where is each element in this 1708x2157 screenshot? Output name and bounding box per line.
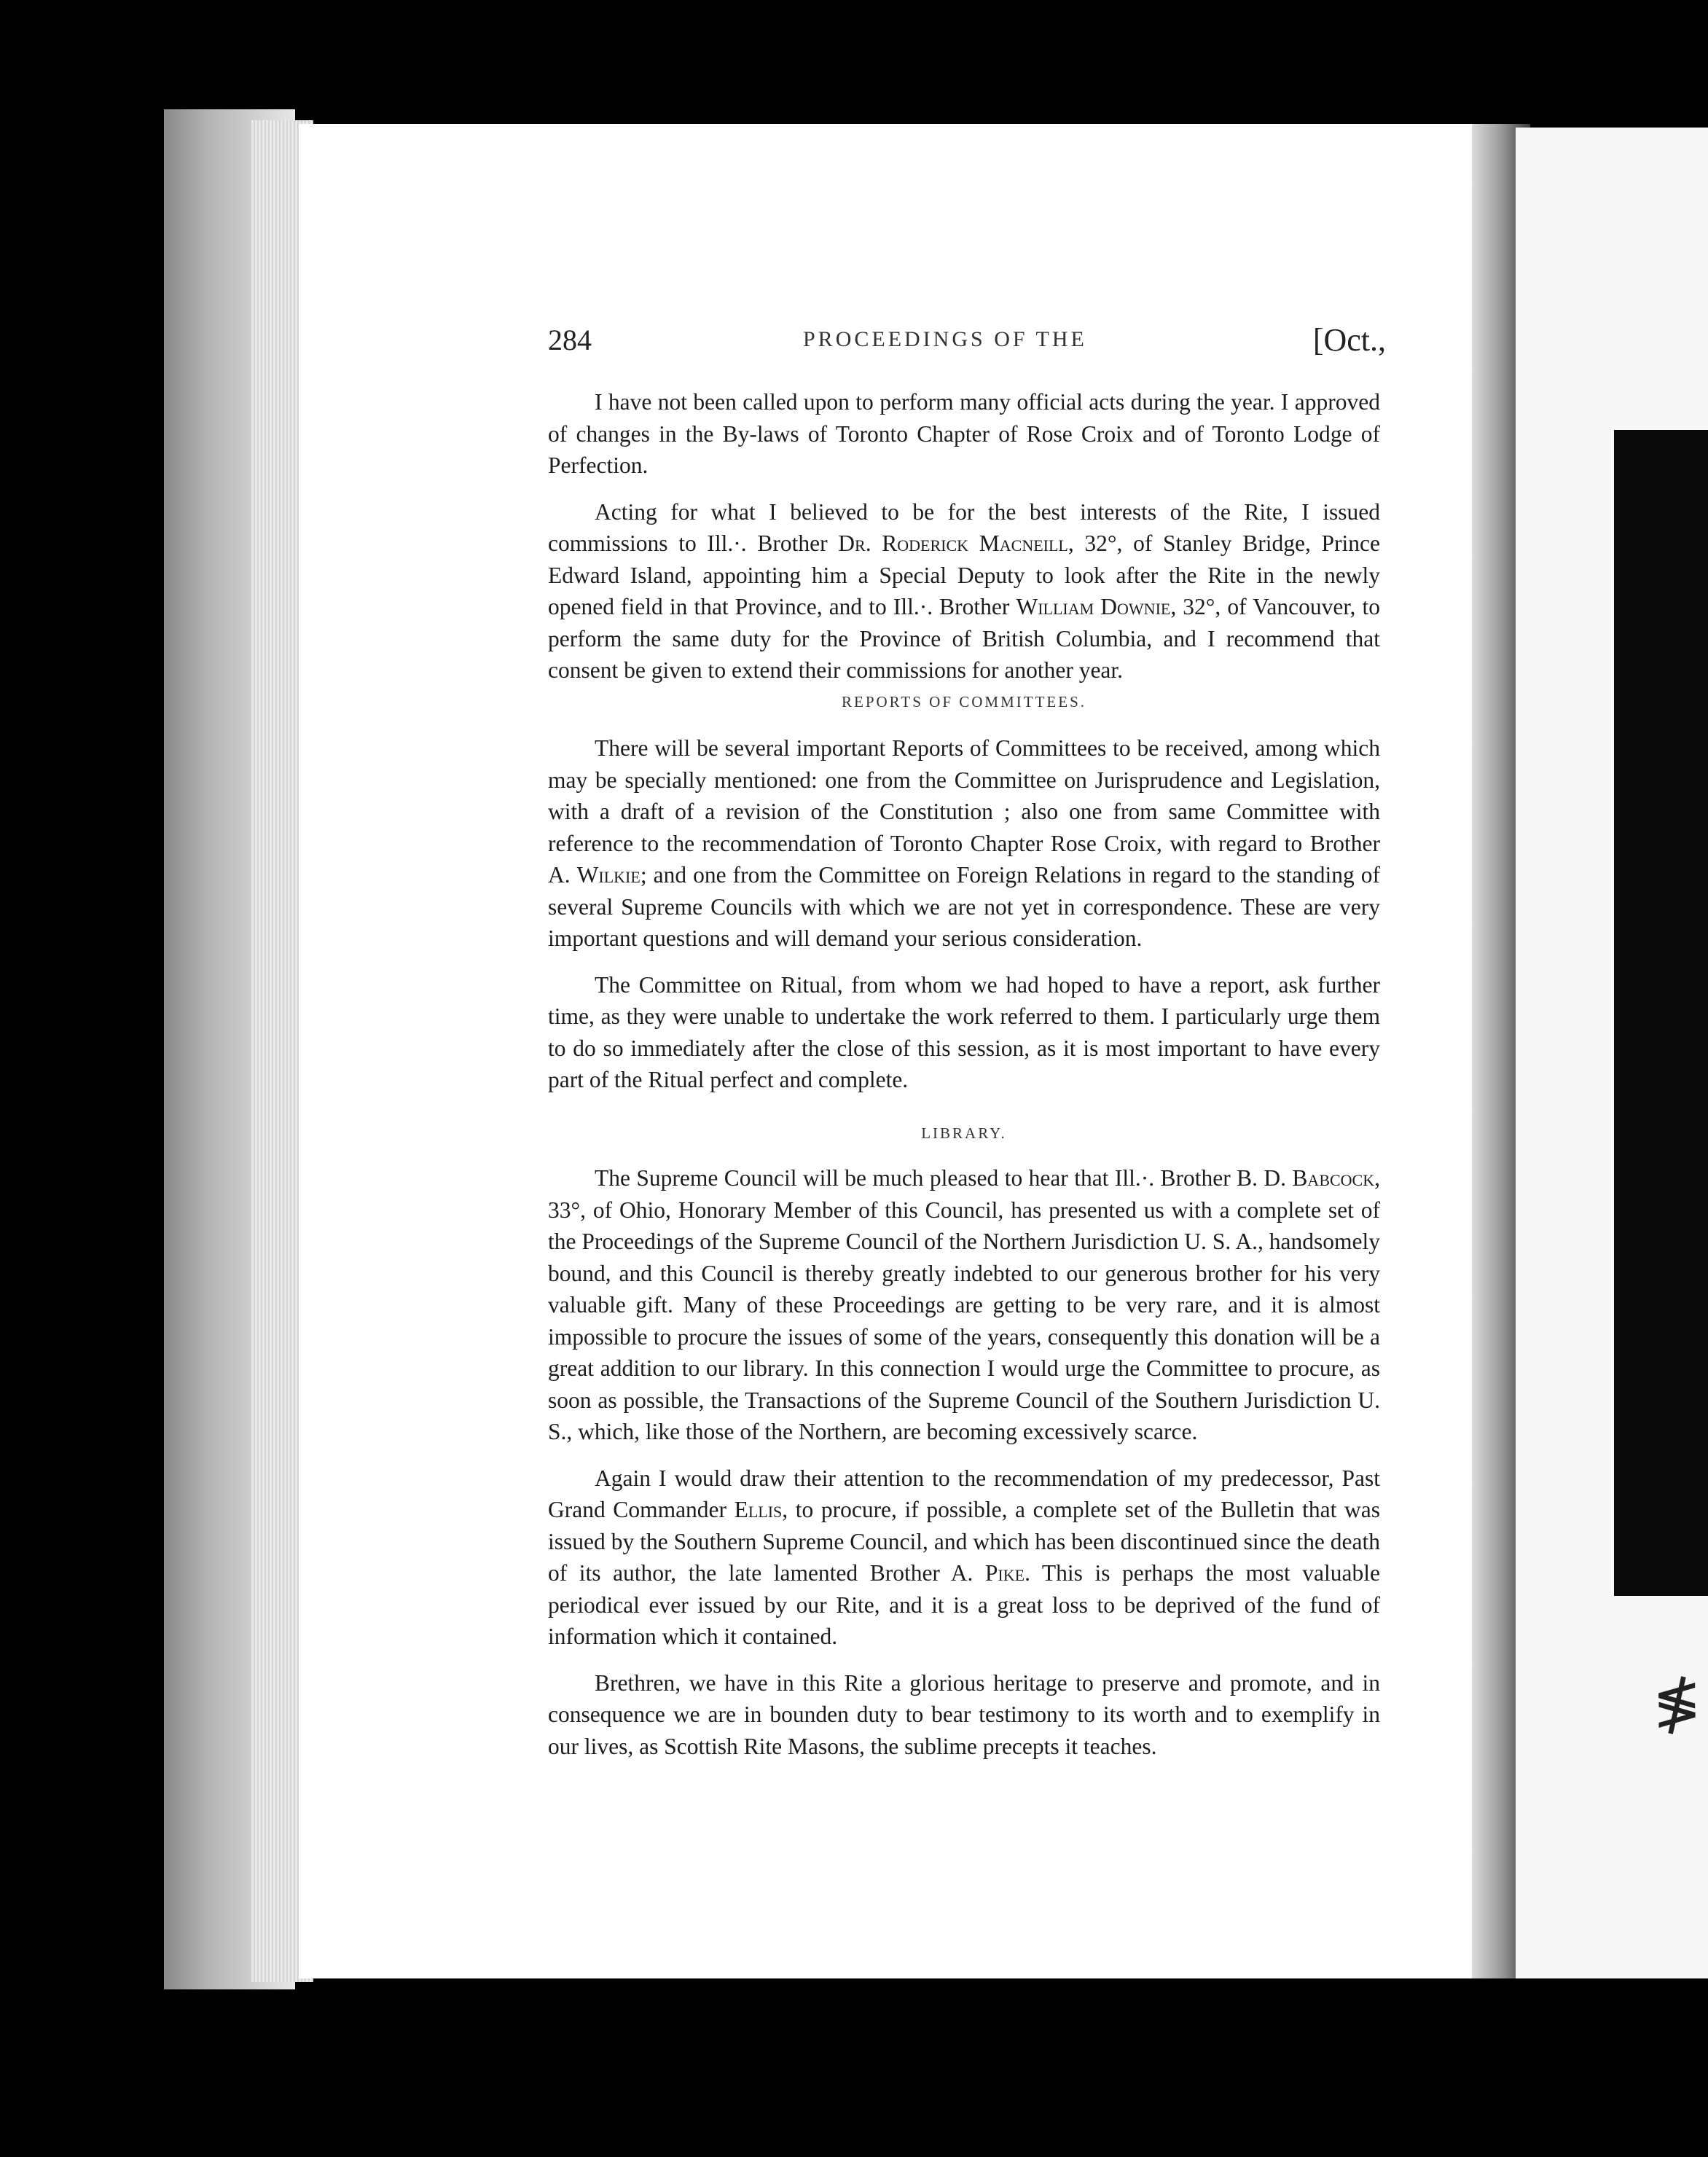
page-header xyxy=(548,323,1386,367)
facing-page-fragment: ≸ xyxy=(1653,1672,1702,1736)
name-babcock: Babcock xyxy=(1292,1165,1375,1191)
name-william-downie: William Downie xyxy=(1016,594,1171,619)
name-roderick-macneill: Dr. Roderick Macneill xyxy=(838,531,1068,556)
heading-reports-of-committees: REPORTS OF COMMITTEES. xyxy=(841,692,1087,710)
paragraph-library-gift: The Supreme Council will be much pleased to hear that Ill.·. Brother B. D. Babcock, 33°, of Ohio, Honorary Member of this Council, has presented us with a complete set of the Proceedings of the Supreme Council of the Northern Jurisdiction U. S. A., handsomely bound, and this Council is thereby greatly indebted to our generous brother for his very valuable gift. Many of these Proceedings are getting to be very rare, and it is almost impossible to procure the issues of some of the years, consequently this donation will be a great addition to our library. In this connection I would urge the Committee to procure, as soon as possible, the Transactions of the Supreme Council of the Southern Jurisdiction U. S., which, like those of the Northern, are becoming excessively scarce. xyxy=(548,1165,1380,1444)
heading-library: LIBRARY. xyxy=(921,1124,1007,1142)
name-ellis: Ellis xyxy=(734,1497,783,1522)
name-pike: Pike xyxy=(984,1560,1025,1586)
date-mark: [Oct., xyxy=(1312,322,1386,358)
running-head: PROCEEDINGS OF THE xyxy=(803,327,1087,351)
name-wilkie: Wilkie xyxy=(576,862,640,888)
paragraph-commissions: Acting for what I believed to be for the best interests of the Rite, I issued commissions to Ill.·. Brother Dr. Roderick Macneill, 32°, of Stanley Bridge, Prince Edward Island, appointing him a Special Deputy to look after the Rite in the newly opened field in that Province, and to Ill.·. Brother William Downie, 32°, of Vancouver, to perform the same duty for the Province of British Columbia, and I recommend that consent be given to extend their commissions for another year. xyxy=(548,498,1381,683)
page-number: 284 xyxy=(548,324,592,356)
paragraph-official-acts: I have not been called upon to perform many official acts during the year. I approved of changes in the By-laws of Toronto Chapter of Rose Croix and of Toronto Lodge of Perfection. xyxy=(548,389,1380,478)
paragraph-bulletin: Again I would draw their attention to the recommendation of my predecessor, Past Grand Commander Ellis, to procure, if possible, a complete set of the Bulletin that was issued by the Southern Supreme Council, and which has been discontinued since the death of its author, the late lamented Brother A. Pike. This is perhaps the most valuable periodical ever issued by our Rite, and it is a great loss to be deprived of the fund of information which it contained. xyxy=(548,1465,1380,1649)
facing-page-portrait xyxy=(1614,430,1708,1596)
body-text xyxy=(548,386,1380,1762)
paragraph-ritual: The Committee on Ritual, from whom we had hoped to have a report, ask further time, as they were unable to undertake the work referred to them. I particularly urge them to do so immediately after the close of this session, as it is most important to have every part of the Ritual perfect and complete. xyxy=(548,971,1380,1092)
paragraph-closing: Brethren, we have in this Rite a glorious heritage to preserve and promote, and in consequence we are in bounden duty to bear testimony to its worth and to exemplify in our lives, as Scottish Rite Masons, the sublime precepts it teaches. xyxy=(548,1669,1380,1759)
paragraph-reports: There will be several important Reports of Committees to be received, among which may be specially mentioned: one from the Committee on Jurisprudence and Legislation, with a draft of a revision of the Constitution ; also one from same Committee with reference to the recommendation of Toronto Chapter Rose Croix, with regard to Brother A. Wilkie; and one from the Committee on Foreign Relations in regard to the standing of several Supreme Councils with which we are not yet in correspondence. These are very important questions and will demand your serious consideration. xyxy=(548,735,1380,951)
